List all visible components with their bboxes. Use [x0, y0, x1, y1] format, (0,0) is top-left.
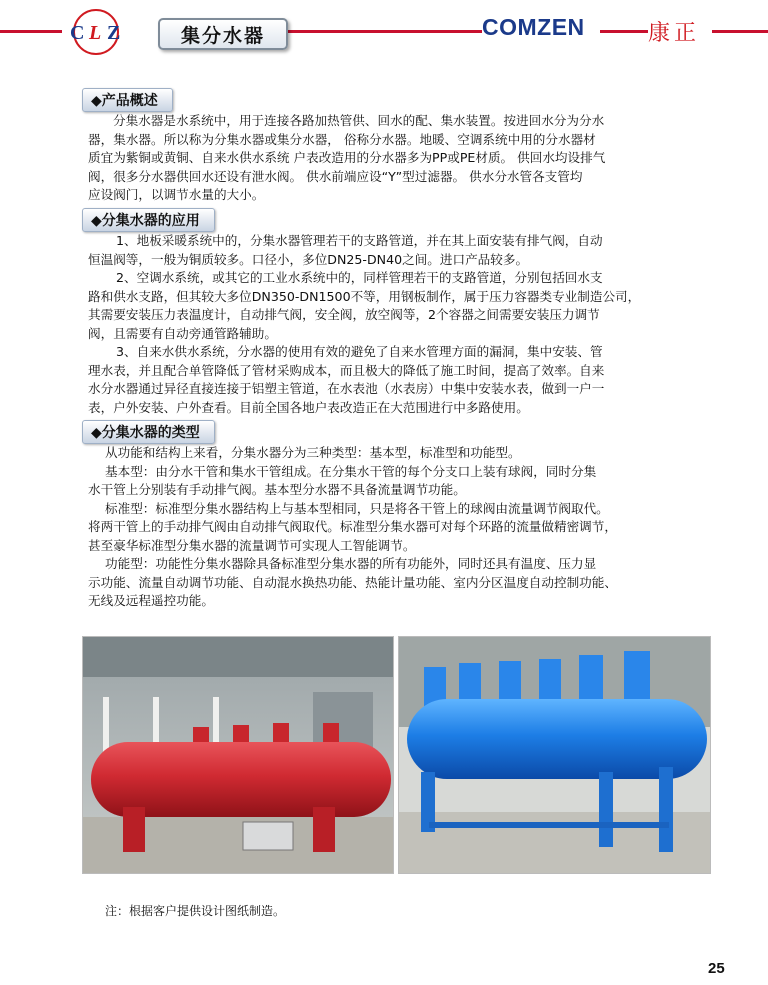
text-line: 甚至豪华标准型分集水器的流量调节可实现人工智能调节。: [88, 537, 416, 553]
header-rule-mid: [286, 30, 482, 33]
text-line: 路和供水支路，但其较大多位DN350-DN1500不等，用钢板制作，属于压力容器类专业制造公司，: [88, 288, 641, 304]
text-line: 1、地板采暖系统中的，分集水器管理若干的支路管道，并在其上面安装有排气阀，自动: [116, 233, 603, 248]
svg-text:L: L: [89, 22, 102, 44]
text-line: 分集水器是水系统中，用于连接各路加热管供、回水的配、集水装置。按进回水分为分水: [113, 113, 605, 128]
text-line: 理水表，并且配合单管降低了管材采购成本，而且极大的降低了施工时间，提高了效率。自来: [88, 362, 605, 378]
paragraph-applications: [88, 232, 700, 417]
text-line: 恒温阀等，一般为铜质较多。口径小，多位DN25-DN40之间。进口产品较多。: [88, 251, 529, 267]
text-line: 3、自来水供水系统，分水器的使用有效的避免了自来水管理方面的漏洞，集中安装、管: [116, 344, 603, 359]
text-line: 器，集水器。所以称为分集水器或集分水器， 俗称分水器。地暖、空调系统中用的分水器材: [88, 131, 596, 147]
text-line: 水分水器通过异径直接连接于铝塑主管道，在水表池（水表房）中集中安装水表，做到一户一: [88, 381, 605, 396]
text-line: 基本型：由分水干管和集水干管组成。在分集水干管的每个分支口上装有球阀，同时分集: [105, 463, 597, 479]
page-number: 25: [708, 960, 725, 977]
paragraph-product-overview: [88, 112, 700, 205]
text-line: 其需要安装压力表温度计，自动排气阀，安全阀，放空阀等，2个容器之间需要安装压力调节: [88, 307, 600, 322]
paragraph-types: [88, 444, 700, 611]
text-line: 标准型：标准型分集水器结构上与基本型相同，只是将各干管上的球阀由流量调节阀取代。: [105, 500, 609, 516]
text-line: 从功能和结构上来看，分集水器分为三种类型：基本型，标准型和功能型。: [105, 445, 521, 460]
header-rule-right: [600, 30, 648, 33]
text-line: 质宜为紫铜或黄铜、自来水供水系统 户表改造用的分水器多为PP或PE材质。 供回水均设排气: [88, 150, 606, 165]
company-logo: [62, 8, 130, 56]
text-line: 阀，很多分水器供回水还设有泄水阀。 供水前端应设“Y”型过滤器。 供水分水管各支管均: [88, 168, 583, 184]
heading-types: ◆分集水器的类型: [82, 420, 215, 444]
heading-applications: ◆分集水器的应用: [82, 208, 215, 232]
brand-name-en: COMZEN: [482, 14, 585, 40]
text-line: 示功能、流量自动调节功能、自动混水换热功能、热能计量功能、室内分区温度自动控制功能、: [88, 574, 617, 590]
footnote: 注：根据客户提供设计图纸制造。: [105, 904, 286, 918]
text-line: 功能型：功能性分集水器除具备标准型分集水器的所有功能外，同时还具有温度、压力显: [105, 556, 597, 571]
brand-name-cn: 康正: [648, 21, 701, 46]
text-line: 无线及远程遥控功能。: [88, 593, 214, 608]
header-rule-left: [0, 30, 62, 33]
svg-text:C: C: [70, 22, 85, 44]
text-line: 应设阀门，以调节水量的大小。: [88, 187, 265, 202]
text-line: 2、空调水系统，或其它的工业水系统中的，同样管理若干的支路管道，分别包括回水支: [116, 270, 603, 285]
text-line: 阀，且需要有自动旁通管路辅助。: [88, 325, 277, 341]
section-title: 集分水器: [180, 24, 265, 47]
text-line: 将两干管上的手动排气阀由自动排气阀取代。标准型分集水器可对每个环路的流量做精密调节，: [88, 519, 617, 534]
text-line: 水干管上分别装有手动排气阀。基本型分水器不具备流量调节功能。: [88, 482, 466, 497]
text-line: 表，户外安装、户外查看。目前全国各地户表改造正在大范围进行中多路使用。: [88, 399, 529, 415]
photo-red-manifold: [82, 636, 394, 874]
svg-text:Z: Z: [107, 22, 121, 44]
header-rule-far-right: [712, 30, 768, 33]
photo-blue-manifold: [398, 636, 711, 874]
section-title-tab: [158, 18, 288, 50]
heading-product-overview: ◆产品概述: [82, 88, 173, 112]
